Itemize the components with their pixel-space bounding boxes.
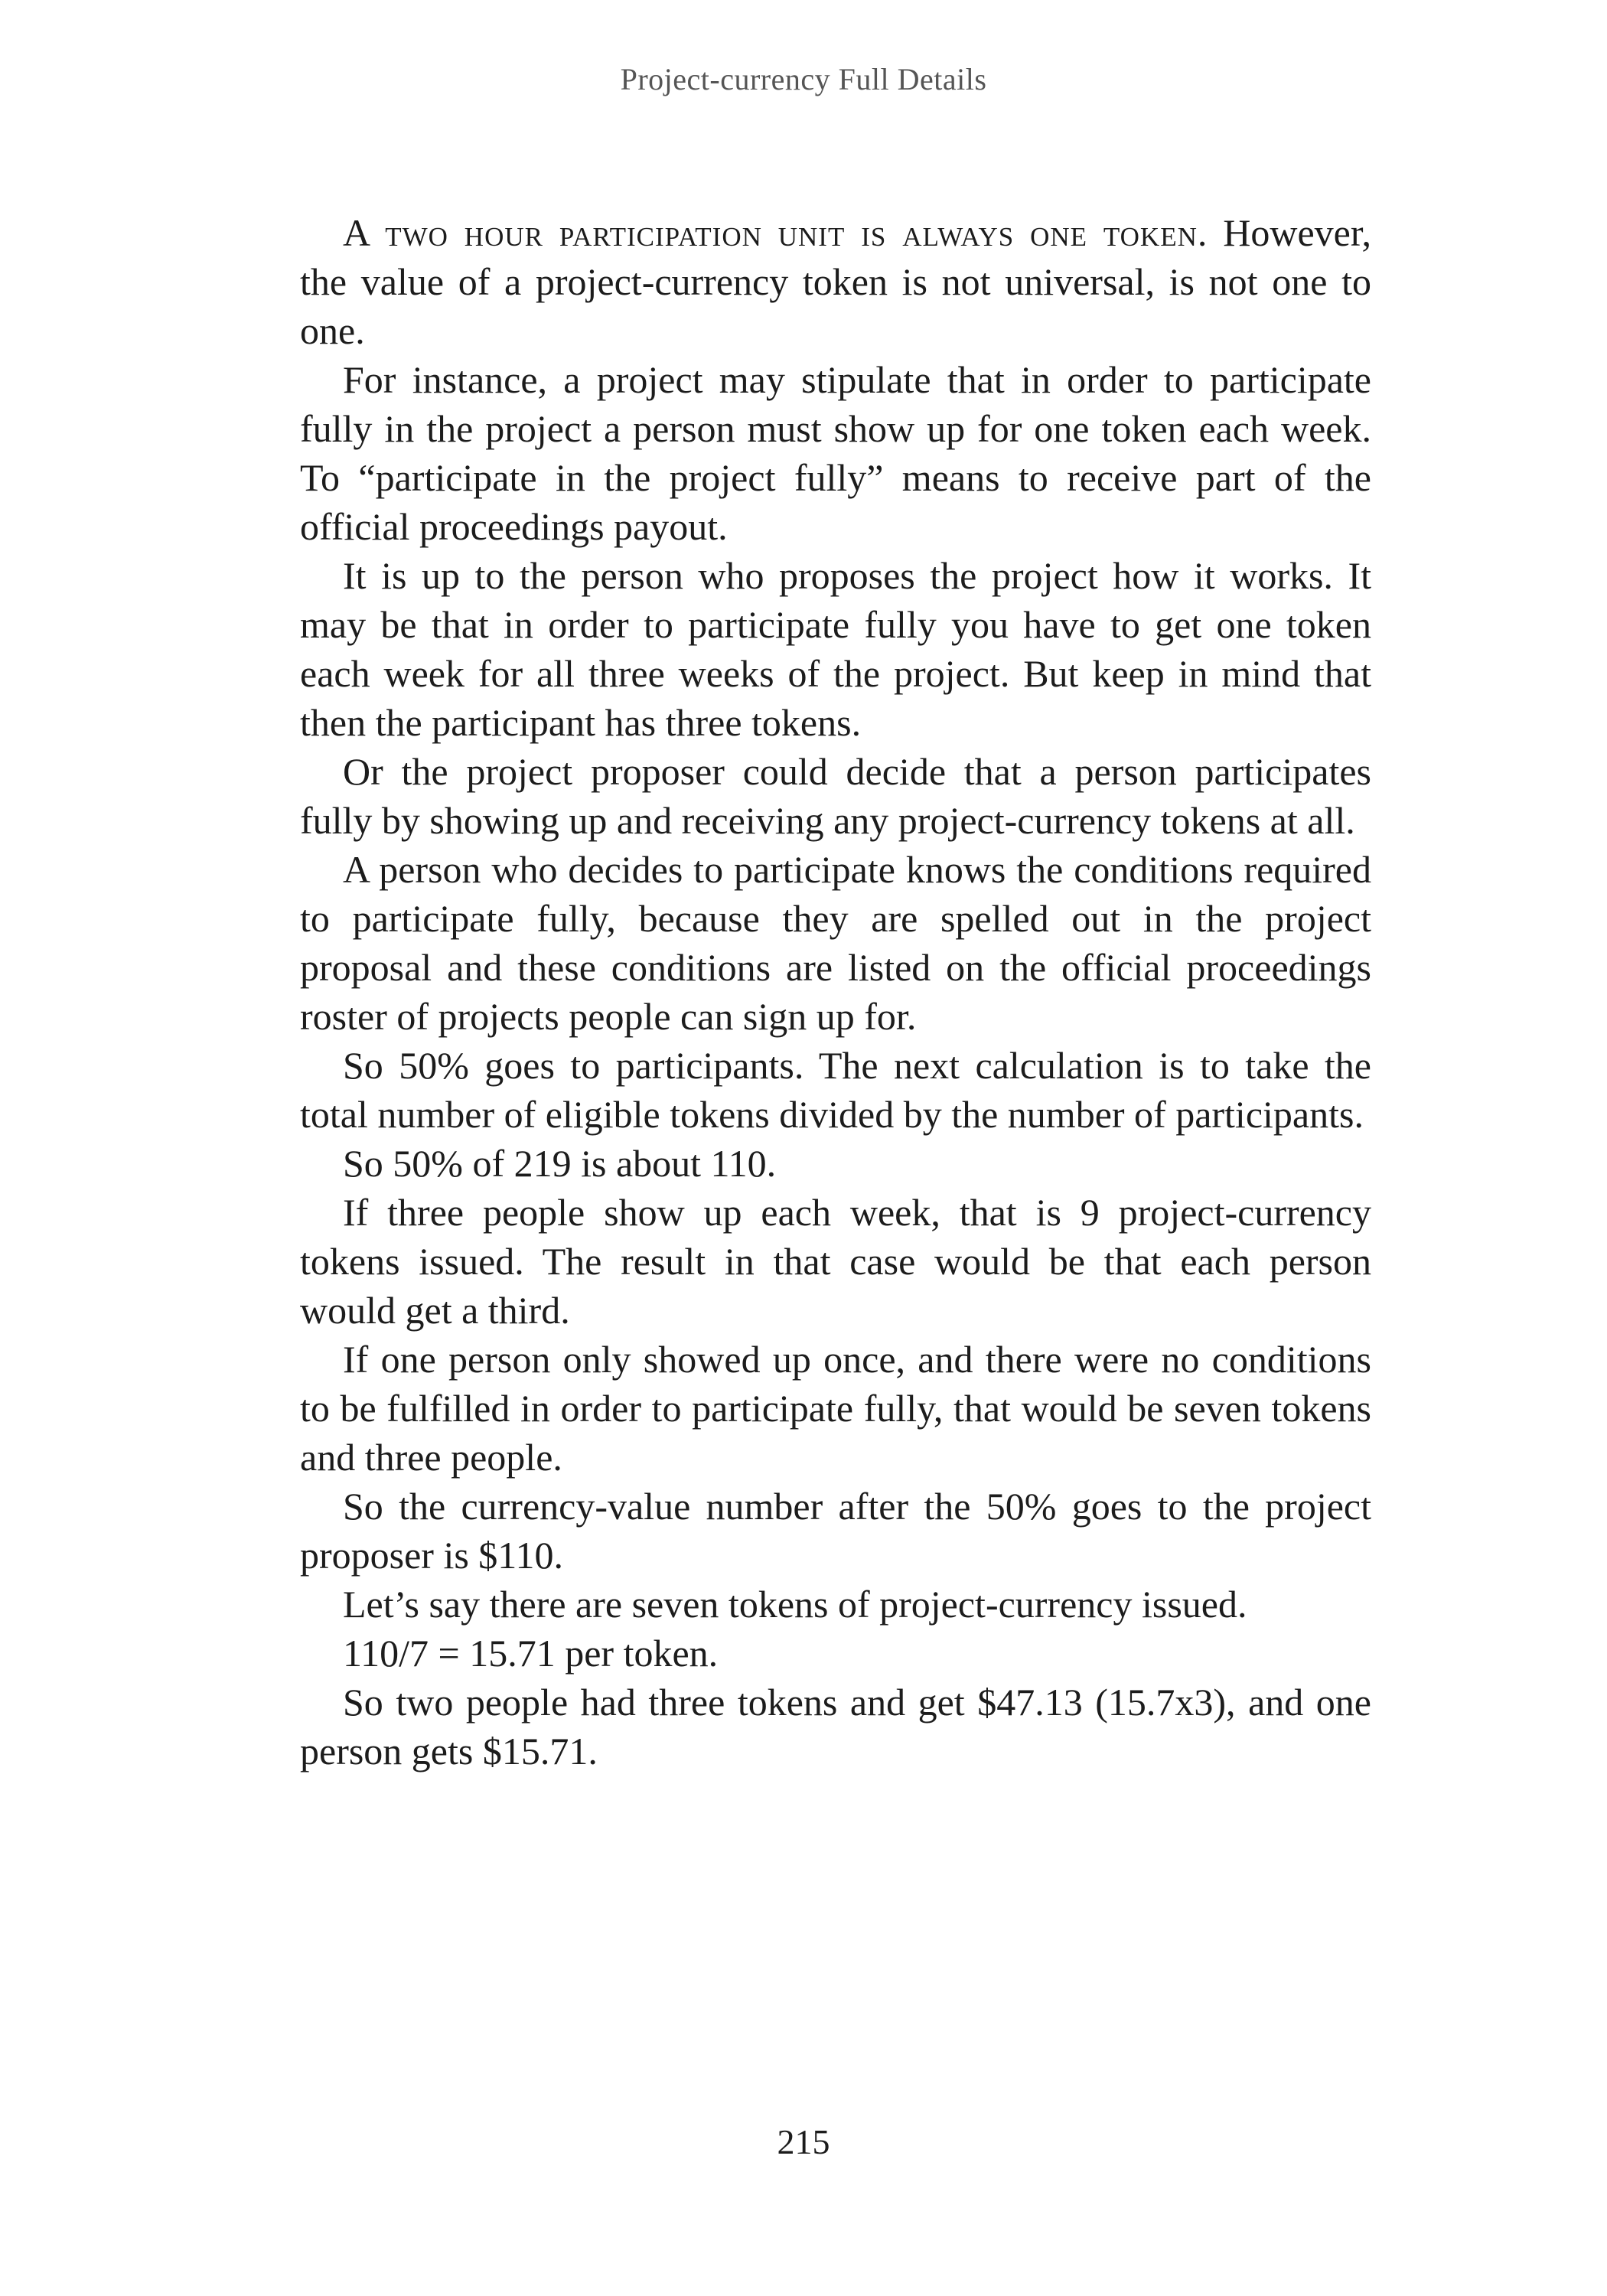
paragraph: So two people had three tokens and get $47.13 (15.7x3), and one person gets $15.71. xyxy=(300,1681,1371,1773)
opening-rest: However, the value of a project-currency token is not universal, is not one to one. xyxy=(300,211,1371,352)
paragraph: So the currency-value number after the 50% goes to the project proposer is $110. xyxy=(300,1485,1371,1577)
page-number: 215 xyxy=(777,2122,830,2161)
running-header: Project-currency Full Details xyxy=(620,62,987,96)
opening-paragraph xyxy=(300,208,1371,355)
paragraph: If one person only showed up once, and there were no conditions to be fulfilled in order to participate fully, that would be seven tokens and three people. xyxy=(300,1338,1371,1479)
paragraph: So 50% of 219 is about 110. xyxy=(343,1142,777,1185)
paragraph: A person who decides to participate knows the conditions required to participate fully, because they are spelled out in the project proposal and these conditions are listed on the official proceedings roster of projects people can sign up for. xyxy=(300,848,1371,1038)
paragraph: So 50% goes to participants. The next calculation is to take the total number of eligible tokens divided by the number of participants. xyxy=(300,1044,1371,1136)
paragraph: Or the project proposer could decide that a person participates fully by showing up and receiving any project-currency tokens at all. xyxy=(300,750,1371,842)
paragraph: For instance, a project may stipulate that in order to participate fully in the project a person must show up for one token each week. To “participate in the project fully” means to receive part of the official proceedings payout. xyxy=(300,358,1371,548)
body-text xyxy=(300,208,1371,1776)
paragraph: 110/7 = 15.71 per token. xyxy=(343,1632,719,1675)
paragraph: Let’s say there are seven tokens of project-currency issued. xyxy=(343,1583,1247,1626)
paragraph: It is up to the person who proposes the project how it works. It may be that in order to participate fully you have to get one token each week for all three weeks of the project. But keep in mind that then the participant has three tokens. xyxy=(300,554,1371,744)
paragraph: If three people show up each week, that is 9 project-currency tokens issued. The result in that case would be that each person would get a third. xyxy=(300,1191,1371,1332)
opening-smallcaps: A two hour participation unit is always one token. xyxy=(343,211,1208,254)
